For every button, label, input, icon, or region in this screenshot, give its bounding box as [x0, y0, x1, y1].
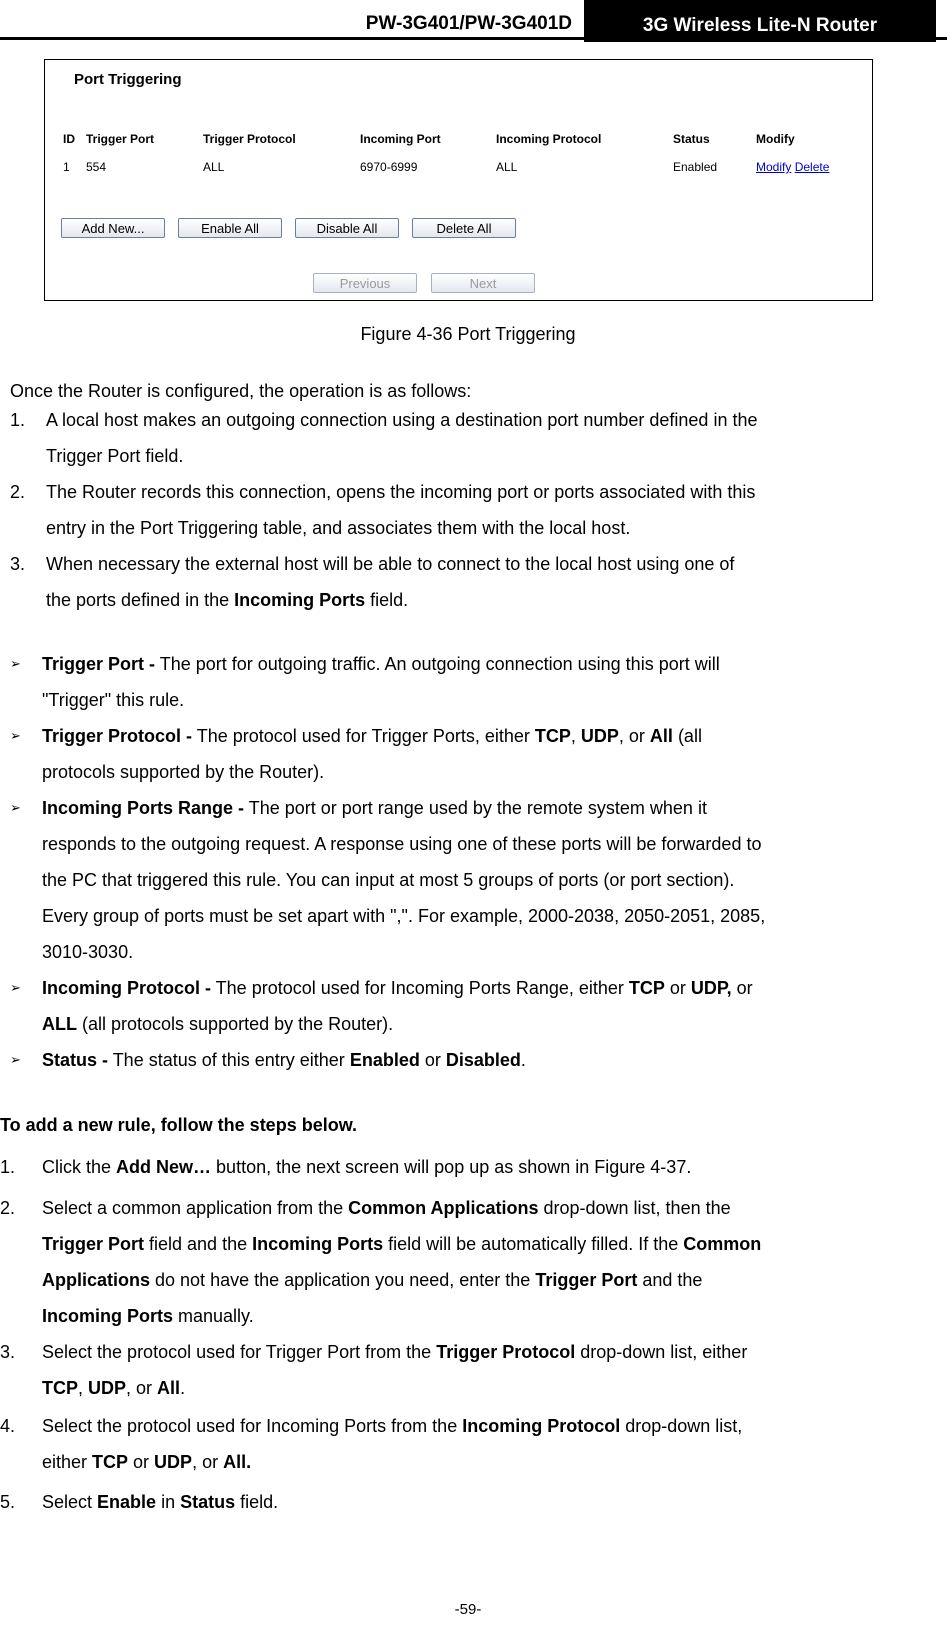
page-header	[0, 0, 947, 42]
next-button[interactable]: Next	[431, 273, 535, 293]
bullet-arrow-icon: ➢	[10, 656, 21, 671]
op-step-3: When necessary the external host will be able to connect to the local host using one of the ports defined in the Incoming Ports field.	[46, 554, 735, 610]
bullet-arrow-icon: ➢	[10, 1052, 21, 1067]
cell-trigger-port: 554	[86, 160, 107, 174]
def-incoming-protocol: Incoming Protocol - The protocol used for Incoming Ports Range, either TCP or UDP, or ALL (all protocols supported by the Router).	[42, 978, 753, 1034]
add-rule-heading: To add a new rule, follow the steps below.	[0, 1115, 358, 1135]
enable-all-button[interactable]: Enable All	[178, 218, 282, 238]
op-step-num: 2.	[10, 482, 26, 502]
figure-caption: Figure 4-36 Port Triggering	[360, 324, 576, 344]
add-step-num: 1.	[0, 1157, 16, 1177]
op-step-num: 1.	[10, 410, 26, 430]
def-status: Status - The status of this entry either Enabled or Disabled.	[42, 1050, 526, 1070]
bullet-arrow-icon: ➢	[10, 728, 21, 743]
add-step-1: Click the Add New… button, the next screen will pop up as shown in Figure 4-37.	[42, 1157, 692, 1177]
add-step-5: Select Enable in Status field.	[42, 1492, 279, 1512]
panel-title: Port Triggering	[74, 71, 182, 88]
cell-modify	[756, 160, 829, 174]
modify-link[interactable]: Modify	[756, 160, 792, 174]
col-incoming-port: Incoming Port	[360, 132, 441, 146]
add-new-button[interactable]: Add New...	[61, 218, 165, 238]
header-model: PW-3G401/PW-3G401D	[365, 13, 572, 34]
col-modify: Modify	[756, 132, 795, 146]
col-status: Status	[673, 132, 710, 146]
op-step-1: A local host makes an outgoing connection using a destination port number defined in the Trigger Port field.	[46, 410, 758, 466]
cell-trigger-protocol: ALL	[203, 160, 225, 174]
def-trigger-port: Trigger Port - The port for outgoing traffic. An outgoing connection using this port will "Trigger" this rule.	[42, 654, 720, 710]
previous-button[interactable]: Previous	[313, 273, 417, 293]
add-step-num: 5.	[0, 1492, 16, 1512]
header-left-rule	[0, 0, 584, 40]
header-product: 3G Wireless Lite-N Router	[584, 0, 936, 42]
page-number: -59-	[454, 1601, 482, 1618]
delete-link[interactable]: Delete	[794, 160, 830, 174]
def-trigger-protocol: Trigger Protocol - The protocol used for Trigger Ports, either TCP, UDP, or All (all protocols supported by the Router).	[42, 726, 702, 782]
bullet-arrow-icon: ➢	[10, 980, 21, 995]
header-right-rule	[936, 37, 947, 40]
disable-all-button[interactable]: Disable All	[295, 218, 399, 238]
bullet-arrow-icon: ➢	[10, 800, 21, 815]
col-trigger-protocol: Trigger Protocol	[203, 132, 296, 146]
cell-incoming-protocol: ALL	[496, 160, 518, 174]
cell-status: Enabled	[673, 160, 718, 174]
op-step-num: 3.	[10, 554, 26, 574]
cell-id: 1	[63, 160, 70, 174]
cell-incoming-port: 6970-6999	[360, 160, 418, 174]
add-step-4: Select the protocol used for Incoming Ports from the Incoming Protocol drop-down list, either TCP or UDP, or All.	[42, 1416, 743, 1472]
def-incoming-ports-range: Incoming Ports Range - The port or port range used by the remote system when it responds to the outgoing request. A response using one of these ports will be forwarded to the PC that triggered this rule. You can input at most 5 groups of ports (or port section). Every group of ports must be set apart with ",". For example, 2000-2038, 2050-2051, 2085, 3010-3030.	[42, 798, 766, 962]
col-trigger-port: Trigger Port	[86, 132, 155, 146]
add-step-2: Select a common application from the Common Applications drop-down list, then the Trigger Port field and the Incoming Ports field will be automatically filled. If the Common Applications do not have the application you need, enter the Trigger Port and the Incoming Ports manually.	[42, 1198, 762, 1326]
add-step-3: Select the protocol used for Trigger Port from the Trigger Protocol drop-down list, either TCP, UDP, or All.	[42, 1342, 748, 1398]
port-triggering-screenshot	[44, 59, 873, 301]
col-incoming-protocol: Incoming Protocol	[496, 132, 602, 146]
operation-intro: Once the Router is configured, the operation is as follows:	[10, 381, 472, 401]
op-step-2: The Router records this connection, opens the incoming port or ports associated with this entry in the Port Triggering table, and associates them with the local host.	[46, 482, 756, 538]
add-step-num: 2.	[0, 1198, 16, 1218]
add-step-num: 4.	[0, 1416, 16, 1436]
delete-all-button[interactable]: Delete All	[412, 218, 516, 238]
col-id: ID	[63, 132, 75, 146]
add-step-num: 3.	[0, 1342, 16, 1362]
